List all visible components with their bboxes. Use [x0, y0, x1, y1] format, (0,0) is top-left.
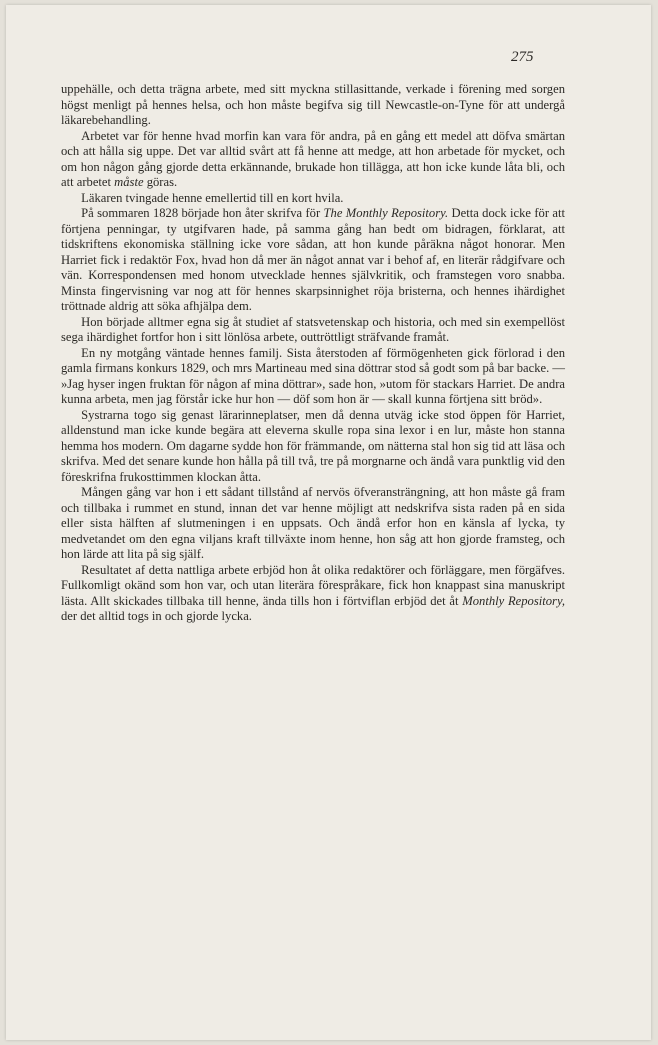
paragraph-text: Läkaren tvingade henne emellertid till en kort hvila. — [81, 190, 344, 205]
paragraph — [61, 485, 565, 563]
body-text — [61, 82, 565, 625]
paragraph — [61, 129, 565, 191]
paragraph-text: Systrarna togo sig genast lärarinneplatser, men då denna utväg icke stod öppen för Harriet, alldenstund man icke kunde begära att eleverna skulle ropa sina lexor i en lur, måste hon stanna hemma hos modern. Om dagarne sydde hon för främmande, om nätterna stal hon sig tid att läsa och skrifva. Med det senare kunde hon hålla på till två, tre på morgnarne och ändå vara punktlig vid den föreskrifna frukosttimmen klockan åtta. — [61, 407, 565, 484]
paragraph-text: Hon började alltmer egna sig åt studiet af statsvetenskap och historia, och med sin exempellöst sega ihärdighet fortfor hon i sitt lönlösa arbete, outtröttligt sträfvande framåt. — [61, 314, 565, 344]
paragraph-text: göras. — [143, 175, 178, 189]
page-number: 275 — [511, 49, 534, 65]
paragraph — [61, 346, 565, 408]
paragraph-text: På sommaren 1828 började hon åter skrifva för — [81, 206, 324, 220]
italic-text: måste — [114, 175, 144, 189]
italic-text: Monthly Repository, — [462, 593, 565, 608]
paragraph-text: uppehälle, och detta trägna arbete, med sitt myckna stillasittande, verkade i förening med sorgen högst menligt på hennes helsa, och hon måste begifva sig till Newcastle-on-Tyne för att undergå läkarebehandling. — [61, 82, 565, 127]
paragraph — [61, 206, 565, 315]
paragraph-text: Mången gång var hon i ett sådant tillstånd af nervös öfveransträngning, att hon måste gå fram och tillbaka i rummet en stund, innan det var henne möjligt att nedskrifva sista raden på en sida eller sista hälften af slutmeningen i en uppsats. Och ändå erfor hon en känsla af lycka, ty medvetandet om den egna viljans kraft tillväxte inom henne, hon såg att hon gjorde framsteg, och hon lärde att lita på sig själf. — [61, 485, 565, 561]
paragraph-text: Resultatet af detta nattliga arbete erbjöd hon åt olika redaktörer och förläggare, men förgäfves. Fullkomligt okänd som hon var, och utan literära förespråkare, fick hon knappast sina manuskript lästa. Allt skickades tillbaka till henne, ända tills hon i förtviflan erbjöd det åt — [61, 562, 565, 608]
paragraph-text: En ny motgång väntade hennes familj. Sista återstoden af förmögenheten gick förlorad i den gamla firmans konkurs 1829, och mrs Martineau med sina döttrar stod så godt som på bar backe. — »Jag hyser ingen fruktan för någon af mina döttrar», sade hon, »utom för stackars Harriet. De andra kunna arbeta, men jag förstår icke hur hon — döf som hon är — skall kunna förtjena sitt bröd». — [61, 345, 565, 406]
italic-text: The Monthly Repository. — [323, 206, 449, 220]
book-page — [6, 5, 651, 1040]
paragraph — [61, 408, 565, 486]
paragraph — [61, 191, 565, 207]
paragraph-text: Arbetet var för henne hvad morfin kan vara för andra, på en gång ett medel att döfva smärtan och att hålla sig uppe. Det var alltid svårt att få henne att medge, att hon arbetade för mycket, och om hon någon gång gjorde detta erkännande, brukade hon tillägga, att hon icke kunde låta bli, och att arbetet — [61, 128, 565, 189]
paragraph — [61, 563, 565, 625]
paragraph-text: Detta dock icke för att förtjena penningar, ty utgifvaren hade, på samma gång han bedt om bidragen, förklarat, att tidskriftens ekonomiska ställning icke vore sådan, att hon kunde påräkna något honorar. Men Harriet fick i redaktör Fox, hvad hon då mer än något annat var i behof af, en literär rådgifvare och vän. Korrespondensen med honom utvecklade hennes självkritik, och framstegen voro snabba. Minsta fingervisning var nog att för hennes skarpsinnighet röja bristerna, och hennes ihärdighet tröttnade aldrig att söka afhjälpa dem. — [61, 206, 565, 313]
paragraph-text: der det alltid togs in och gjorde lycka. — [61, 609, 252, 623]
paragraph — [61, 82, 565, 129]
paragraph — [61, 315, 565, 346]
